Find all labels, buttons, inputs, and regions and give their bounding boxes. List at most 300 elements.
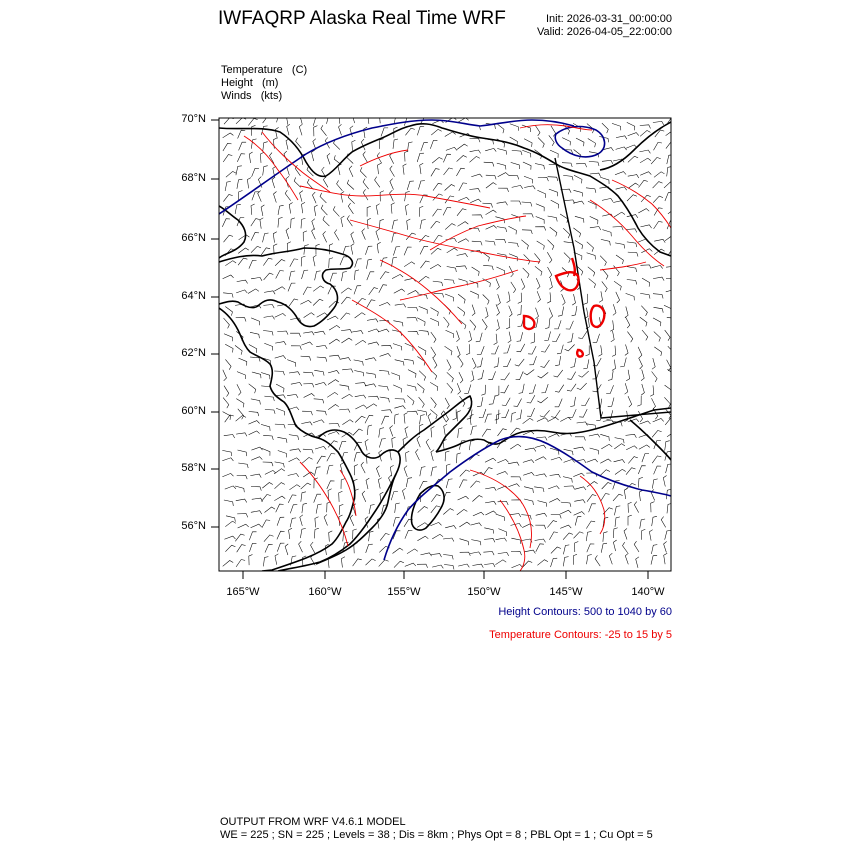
wind-barb [548,216,558,222]
wind-barb [616,255,623,264]
wind-barb [654,347,661,356]
wind-barb [667,432,678,437]
wind-barb [239,235,250,240]
wind-barb [356,298,366,305]
wind-barb [470,199,481,203]
field-label-winds: Winds (kts) [221,90,283,102]
wind-barb [444,565,454,570]
wind-barb [613,227,624,231]
wind-barb [366,478,369,489]
wind-barb [650,385,654,396]
wind-barb [639,150,650,153]
wind-barb [327,465,333,474]
wind-barb [596,412,603,421]
wind-barb [548,417,559,421]
wind-barb [265,410,275,414]
wind-barb [638,411,642,422]
wind-barb [477,358,483,368]
wind-barb [447,372,454,382]
wind-barb [524,139,532,147]
wind-barb [252,168,259,176]
wind-barb [287,124,290,135]
wind-barb [443,538,454,542]
wind-barb [653,419,664,422]
wind-barb [393,321,403,327]
wind-barb [625,383,628,394]
wind-barb [251,277,262,280]
wind-barb [445,185,455,191]
lon-label: 140°W [631,586,665,598]
wind-barb [341,192,344,203]
wind-barb [329,531,333,542]
wind-barb [627,242,637,247]
wind-barb [277,517,284,526]
wind-barb [312,192,316,203]
lat-label: 58°N [181,462,206,474]
wind-barb [300,191,303,202]
wind-barb [495,560,506,565]
wind-barb [498,188,509,192]
wind-barb [654,466,662,474]
wind-barb [418,507,428,513]
wind-barb [405,530,413,538]
wind-barb [285,190,291,201]
wind-barb [494,357,499,367]
wind-barb [551,457,562,460]
wind-barb [224,235,234,242]
wind-barb [587,495,596,502]
wind-barb [527,395,535,403]
wind-barb [263,258,272,265]
wind-barb [445,526,456,529]
wind-barb [524,254,530,264]
wind-barb [620,358,626,367]
wind-barb [665,441,670,451]
wind-barb [616,136,627,139]
wind-barb [496,304,500,315]
wind-barb [417,436,420,447]
wind-barb [602,281,607,292]
wind-barb [236,499,247,502]
wind-barb [483,295,489,305]
wind-barb [603,420,614,423]
wind-barb [339,491,343,502]
wind-barb [639,490,643,501]
wind-barb [587,544,595,552]
wind-barb [261,205,264,216]
wind-barb [443,555,453,560]
wind-barb [304,245,309,255]
wind-barb [508,332,511,343]
height-contour-legend: Height Contours: 500 to 1040 by 60 [498,606,672,618]
wind-barb [527,408,535,416]
wind-barb [551,410,560,417]
wind-barb [564,486,575,490]
wind-barb [391,203,395,214]
wind-barb [391,373,399,380]
wind-barb [341,272,347,282]
wind-barb [355,405,366,409]
wind-barb [300,528,305,538]
wind-barb [498,429,507,436]
wind-barb [491,346,498,354]
temperature-contour [612,180,671,228]
wind-barb [639,445,650,449]
wind-barb [264,273,274,280]
wind-barb [262,448,270,455]
wind-barb [316,345,327,349]
wind-barb [457,509,468,515]
wind-barb [249,152,252,163]
wind-barb [667,317,677,322]
wind-barb [602,123,608,133]
wind-barb [536,217,545,224]
wind-barb [407,318,418,322]
wind-barb [341,338,352,343]
wind-barb [535,227,546,231]
wind-barb [665,330,670,341]
coastline-yukon-delta [219,308,355,571]
wind-barb [355,395,366,398]
wind-barb [512,185,523,188]
wind-barb [314,478,318,488]
wind-barb [535,266,542,275]
wind-barb [314,370,324,375]
wind-barb [640,172,651,176]
wind-barb [355,340,366,345]
wind-barb [547,292,551,303]
wind-barb [380,397,390,402]
wind-barb [550,227,557,236]
wind-barb [587,242,594,252]
wind-barb [614,444,625,449]
wind-barb [416,449,420,460]
wind-barb [392,437,396,448]
temperature-contour [380,260,462,324]
wind-barb [263,142,268,152]
wind-barb [405,128,414,135]
wind-barb [502,398,510,406]
wind-barb [485,148,496,151]
wind-barb [431,495,440,502]
wind-barb [497,267,505,275]
wind-barb [616,187,627,190]
wind-barb [381,345,392,349]
wind-barb [665,530,671,539]
model-info-line2: WE = 225 ; SN = 225 ; Levels = 38 ; Dis = 8km ; Phys Opt = 8 ; PBL Opt = 1 ; Cu Opt = 5 [220,829,653,841]
wind-barb [286,139,289,150]
wind-barb [484,528,493,534]
temperature-contour [300,186,490,208]
wind-barb [563,545,569,554]
wind-barb [237,384,241,395]
wind-barb [351,244,354,255]
wind-barb [290,259,298,267]
wind-barb [328,431,339,434]
wind-barb [639,358,643,369]
wind-barb [535,525,545,529]
wind-barb [264,535,274,542]
wind-barb [376,204,379,215]
wind-barb [652,456,661,463]
coastline-kodiak [411,485,444,530]
wind-barb [408,308,418,312]
wind-barb [549,135,554,146]
wind-barb [503,344,510,353]
wind-barb [405,151,409,162]
wind-barb [586,345,590,356]
wind-barb [524,370,535,375]
wind-barb [653,121,664,125]
wind-barb [549,189,558,196]
wind-barb [408,331,419,335]
wind-barb [599,345,603,356]
wind-barb [404,247,412,255]
wind-barb [608,398,614,407]
wind-barb [393,344,402,351]
wind-barb [251,219,260,227]
wind-barb [664,397,670,407]
wind-barb [327,481,335,489]
wind-barb [602,483,612,490]
wind-barb [549,308,553,319]
wind-barb [275,483,285,489]
wind-barb [535,457,546,461]
wind-barb [258,191,262,202]
wind-barb [247,178,251,189]
wind-barb [445,132,456,137]
wind-barb [508,243,518,248]
wind-barb [577,383,587,390]
wind-barb [510,444,521,449]
wind-barb [379,285,387,293]
wind-barb [224,500,233,506]
wind-barb [565,345,575,351]
wind-barb [407,549,418,554]
wind-barb [458,239,469,243]
wind-barb [251,487,261,491]
wind-barb [340,358,351,361]
wind-barb [627,122,635,130]
wind-barb [628,419,639,422]
wind-barb [554,370,563,377]
wind-barb [301,356,311,361]
wind-barb [223,370,227,381]
wind-barb [301,483,311,489]
wind-barb [642,278,650,287]
wind-barb [277,331,288,335]
wind-barb [390,190,394,201]
wind-barb [404,413,408,424]
wind-barb [549,499,560,503]
wind-barb [477,397,483,407]
wind-barb [453,409,457,420]
wind-barb [379,302,390,305]
lon-ticks [243,571,648,579]
wind-barb [431,467,437,476]
temperature-contour-bold [591,306,605,327]
wind-barb [237,154,245,162]
wind-barb [276,384,284,392]
wind-barb [458,307,465,316]
wind-barb [288,474,299,477]
wind-barb [615,172,626,175]
wind-barb [574,512,585,516]
wind-barb [459,183,467,191]
wind-barb [321,125,327,136]
wind-barb [328,489,332,500]
height-contour-beaufort-loop [555,127,604,157]
wind-barb [380,191,384,202]
wind-barb [314,126,318,137]
wind-barb [430,382,438,391]
wind-barb [355,313,366,318]
wind-barb [613,540,616,551]
wind-barb [260,152,264,163]
wind-barb [668,208,678,214]
wind-barb [302,270,309,279]
wind-barb [573,201,584,204]
wind-barb [419,330,429,335]
wind-barb [501,409,509,417]
wind-barb [445,398,449,409]
wind-barb [431,129,441,135]
wind-barb [239,358,247,366]
wind-barb [363,189,368,200]
wind-barb [577,422,588,426]
wind-barb [478,370,484,380]
wind-barb [588,139,596,148]
wind-barb [529,384,536,393]
wind-barb [275,424,285,428]
wind-barb [433,357,437,368]
wind-barb [367,425,372,435]
wind-barb [614,212,625,217]
wind-barb [548,177,558,181]
wind-barb [601,444,612,449]
wind-barb [517,344,525,352]
wind-barb [237,545,246,553]
wind-barb [634,502,638,513]
wind-barb [290,518,296,527]
coastline-southeast [630,420,671,460]
wind-barb [472,267,480,276]
wind-barb [238,463,248,468]
wind-barb [328,405,339,410]
wind-barb [390,465,393,476]
wind-barb [471,523,482,526]
wind-barb [524,499,533,505]
wind-barb [431,248,441,254]
wind-barb [534,487,544,492]
wind-barb [342,394,353,399]
wind-barb [248,289,259,294]
wind-barb [654,239,665,242]
wind-barb [323,176,328,187]
wind-barb [470,481,480,488]
wind-barb [563,175,573,180]
wind-barb [471,540,481,546]
wind-barb [524,176,533,183]
wind-barb [529,356,536,365]
wind-barb [379,560,389,567]
wind-barb [545,319,550,329]
wind-barb [262,520,270,528]
wind-barb [289,203,292,214]
wind-barb [538,501,547,507]
wind-barb [223,133,234,138]
wind-barb [626,370,630,381]
wind-barb [390,425,393,436]
wind-barb [486,183,497,189]
wind-barb [459,480,467,488]
wind-barb [555,385,564,393]
wind-barb [289,299,298,306]
wind-barb [563,557,568,567]
wind-barb [226,171,236,177]
wind-barb [225,181,231,191]
wind-barb [327,392,338,397]
wind-barb [433,209,442,216]
wind-barb [523,473,534,476]
wind-barb [653,318,661,326]
wind-barb [355,259,362,268]
wind-barb [634,541,639,552]
wind-barb [472,305,475,316]
temperature-contour-bold [524,316,534,329]
wind-barb [339,441,346,450]
wind-barb [420,206,424,217]
wind-barb [301,492,306,502]
lon-label: 160°W [308,586,342,598]
field-label-height: Height (m) [221,77,279,89]
wind-barb [501,385,509,393]
wind-barb [521,515,531,520]
wind-barb [377,242,381,253]
wind-barb [626,468,636,475]
wind-barb [466,344,470,355]
wind-barb [431,308,439,317]
wind-barb [512,564,523,567]
wind-barb [537,397,548,403]
wind-barb [251,511,262,514]
wind-barb [275,127,278,138]
wind-barb [563,533,573,540]
wind-barb [222,458,233,461]
wind-barb [329,258,333,268]
wind-barb [628,252,638,256]
wind-barb [521,279,525,290]
wind-barb [501,373,510,380]
page-title: IWFAQRP Alaska Real Time WRF [218,8,506,29]
wind-barb [378,386,388,391]
wind-barb [251,399,261,405]
wind-barb [483,468,492,475]
wind-barb [640,317,647,326]
wind-barb [626,446,637,450]
wind-barb [300,300,311,304]
wind-barb [593,334,600,343]
wind-barb [343,246,350,255]
wind-barb [460,552,471,556]
wind-barb [335,230,340,241]
wind-barb [265,544,273,552]
wind-barb [264,316,275,320]
wind-barb [251,524,262,528]
wind-barb [459,522,470,527]
wind-barb [362,229,366,240]
wind-barb [535,308,538,319]
